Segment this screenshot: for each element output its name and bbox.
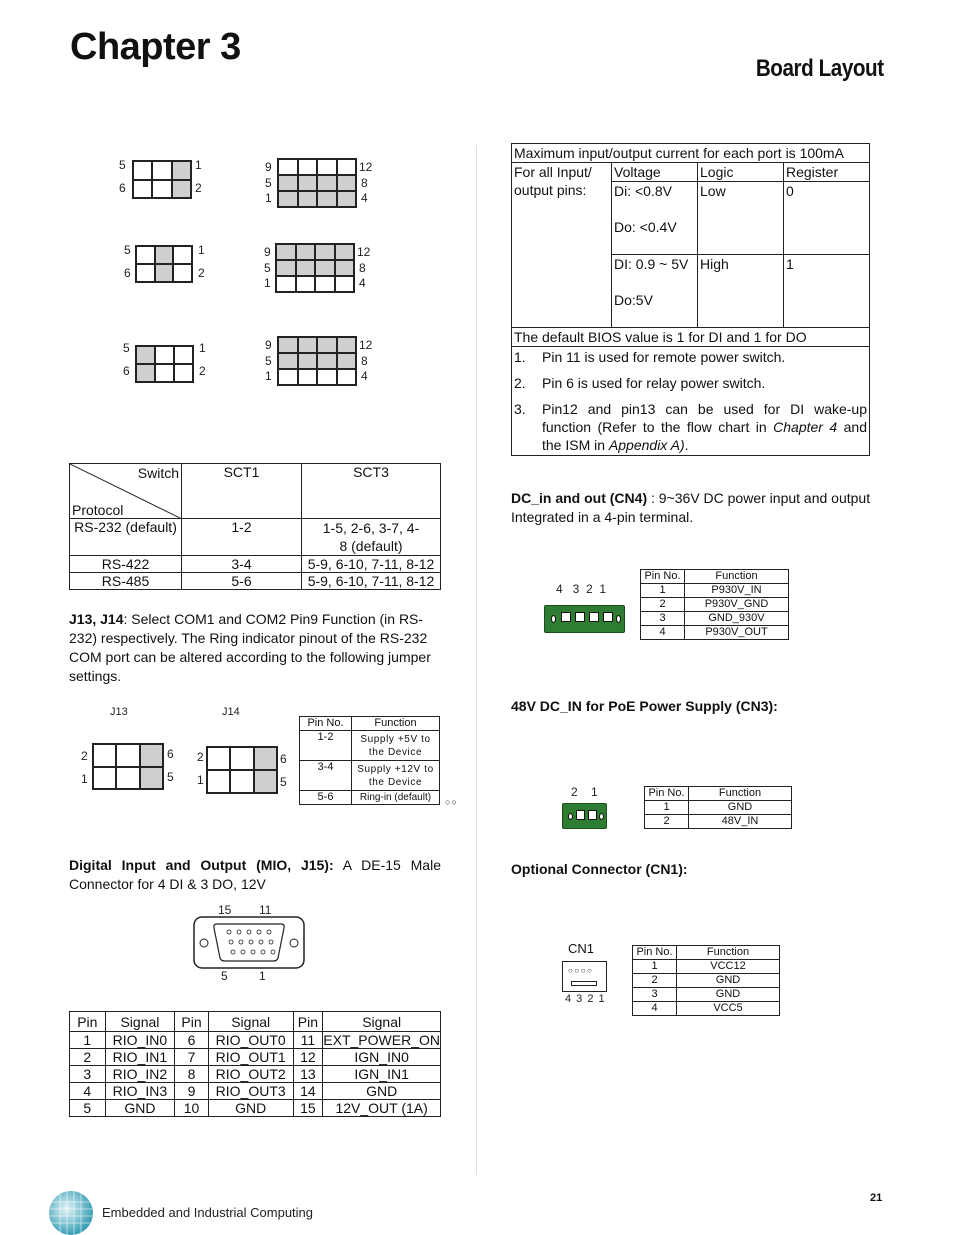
table-row [645, 815, 792, 829]
table-cell: RIO_OUT2 [208, 1066, 293, 1083]
cn1-pin-labels: 4 3 2 1 [565, 993, 606, 1005]
io-spec-table [511, 143, 870, 456]
table-cell: 3 [70, 1066, 106, 1083]
column-header: Pin No. [641, 570, 685, 584]
table-row [641, 598, 789, 612]
table-row [70, 573, 441, 590]
dio-signal-table [69, 1011, 441, 1117]
table-cell: GND_930V [685, 612, 789, 626]
column-header: Function [689, 787, 792, 801]
cn4-pin-table [640, 569, 789, 640]
table-row [633, 1002, 780, 1016]
table-cell: 5-6 [182, 573, 302, 590]
table-cell: 13 [293, 1066, 323, 1083]
table-cell: 15 [293, 1100, 323, 1117]
sct1-jumper-3-4 [135, 245, 193, 283]
table-cell: GND [323, 1083, 441, 1100]
table-cell: RS-422 [70, 556, 182, 573]
table-cell: 1 [641, 584, 685, 598]
cn3-connector-icon [562, 803, 607, 829]
open-pins-icon: ○○ [445, 797, 458, 807]
table-cell: GND [208, 1100, 293, 1117]
table-row [645, 801, 792, 815]
pin-label: 9 [265, 160, 272, 174]
connector-key [571, 981, 597, 986]
table-cell: 5-9, 6-10, 7-11, 8-12 [302, 556, 441, 573]
table-cell: IGN_IN0 [323, 1049, 441, 1066]
table-cell: High [698, 255, 784, 328]
high-voltage-di: DI: 0.9 ~ 5V [614, 256, 689, 272]
j13-j14-description [69, 610, 441, 686]
io-all-pins: For all Input/ output pins: [512, 163, 612, 328]
table-cell: Supply +5V to the Device [352, 731, 440, 761]
j13-label: J13 [110, 706, 128, 718]
table-cell: 2 [645, 815, 689, 829]
column-header: Pin [70, 1012, 106, 1032]
table-cell: RIO_IN1 [105, 1049, 175, 1066]
table-cell: 1 [70, 1032, 106, 1049]
cn4-pin-labels: 4 3 2 1 [556, 582, 607, 596]
pin-2 [575, 612, 585, 622]
cn3-pin-table [644, 786, 792, 829]
table-row [70, 1066, 441, 1083]
pin-3 [589, 612, 599, 622]
column-header: Function [677, 946, 780, 960]
pin-label: 4 [361, 191, 368, 205]
pin-label: 9 [265, 338, 272, 352]
table-cell [612, 182, 698, 255]
cn1-title: Optional Connector (CN1): [511, 861, 688, 877]
pin-label: 1 [195, 158, 202, 172]
cn4-text: : 9~36V DC power input and output Integrated in a 4-pin terminal. [511, 490, 871, 525]
list-item [514, 374, 867, 392]
table-cell: 4 [70, 1083, 106, 1100]
table-cell: P930V_GND [685, 598, 789, 612]
pin-label: 5 [265, 354, 272, 368]
pin-label: 1 [264, 276, 271, 290]
appendix-reference: Appendix A) [608, 437, 685, 453]
table-row [70, 556, 441, 573]
table-cell: GND [689, 801, 792, 815]
table-cell: 5-6 [300, 791, 352, 805]
table-row [70, 519, 441, 556]
io-notes [512, 347, 870, 456]
table-cell: P930V_OUT [685, 626, 789, 640]
table-cell: 1-5, 2-6, 3-7, 4-8 (default) [302, 519, 441, 556]
sct3-jumper-rs422 [275, 243, 355, 293]
column-header: Pin No. [645, 787, 689, 801]
table-cell: RIO_OUT3 [208, 1083, 293, 1100]
cn3-pin-labels: 2 1 [571, 785, 598, 799]
table-cell: Supply +12V to the Device [352, 761, 440, 791]
digital-io-text: A DE-15 Male Connector for 4 DI & 3 DO, 12V [69, 857, 441, 892]
cn1-connector-icon [562, 961, 607, 992]
column-header: Pin No. [300, 717, 352, 731]
table-cell: Ring-in (default) [352, 791, 440, 805]
table-row [300, 791, 440, 805]
column-header: Register [784, 163, 870, 182]
note-number: 3. [514, 401, 526, 417]
pin-label: 1 [199, 341, 206, 355]
low-voltage-do: Do: <0.4V [614, 219, 677, 235]
cn4-description [511, 489, 886, 527]
pin-2 [588, 810, 597, 820]
table-cell: 48V_IN [689, 815, 792, 829]
table-cell: P930V_IN [685, 584, 789, 598]
table-row [641, 626, 789, 640]
pin-label: 12 [359, 160, 373, 174]
table-cell: 12V_OUT (1A) [323, 1100, 441, 1117]
sct1-jumper-1-2 [132, 160, 192, 199]
pin-label: 6 [123, 364, 130, 378]
table-cell [612, 255, 698, 328]
table-cell: RIO_IN3 [105, 1083, 175, 1100]
corner-top-label: Switch [137, 465, 179, 481]
column-header: SCT1 [182, 464, 302, 519]
pin-label: 5 [124, 243, 131, 257]
pin-label: 11 [259, 903, 272, 917]
digital-io-title: Digital Input and Output (MIO, J15): [69, 857, 334, 873]
section-title: Board Layout [756, 55, 884, 82]
j13-j14-text: : Select COM1 and COM2 Pin9 Function (in RS-232) respectively. The Ring indicator pinout of the RS-232 COM port can be altered according to the following jumper settings. [69, 611, 431, 684]
column-header: Pin [175, 1012, 209, 1032]
pin-label: 1 [81, 772, 88, 786]
table-cell: 0 [784, 182, 870, 255]
table-cell: RIO_OUT0 [208, 1032, 293, 1049]
note-number: 2. [514, 375, 526, 391]
table-row [70, 1100, 441, 1117]
column-header: SCT3 [302, 464, 441, 519]
table-cell: 5 [70, 1100, 106, 1117]
table-cell: GND [677, 974, 780, 988]
table-cell: VCC12 [677, 960, 780, 974]
pin-label: 12 [357, 245, 371, 259]
pin-label: 2 [195, 181, 202, 195]
protocol-table [69, 463, 441, 590]
column-divider [476, 145, 477, 1175]
table-cell: 7 [175, 1049, 209, 1066]
note-number: 1. [514, 349, 526, 365]
chapter-title: Chapter 3 [70, 26, 241, 68]
io-max-current: Maximum input/output current for each port is 100mA [512, 144, 870, 163]
j13-j14-function-table [299, 716, 440, 805]
pin-label: 2 [197, 750, 204, 764]
table-cell: 3 [633, 988, 677, 1002]
table-cell: RS-232 (default) [70, 519, 182, 556]
note-text-part: Pin12 and pin13 can be used for DI wake-up function (Refer to the flow chart in [542, 401, 867, 435]
table-cell: 2 [633, 974, 677, 988]
bios-default: The default BIOS value is 1 for DI and 1 for DO [512, 328, 870, 347]
table-row [633, 960, 780, 974]
pin-label: 5 [265, 176, 272, 190]
pin-label: 6 [119, 181, 126, 195]
pin-label: 1 [265, 191, 272, 205]
table-cell: 10 [175, 1100, 209, 1117]
table-cell: 6 [175, 1032, 209, 1049]
note-text: Pin 6 is used for relay power switch. [542, 375, 766, 391]
table-cell: Low [698, 182, 784, 255]
pin-label: 8 [361, 354, 368, 368]
pin-label: 5 [123, 341, 130, 355]
cn1-description [511, 860, 688, 879]
table-cell: RS-485 [70, 573, 182, 590]
pin-label: 6 [280, 752, 287, 766]
de15-connector-icon [193, 916, 305, 969]
column-header: Signal [208, 1012, 293, 1032]
table-cell: 12 [293, 1049, 323, 1066]
table-row [300, 731, 440, 761]
high-voltage-do: Do:5V [614, 292, 653, 308]
list-item [514, 400, 867, 454]
table-cell: 14 [293, 1083, 323, 1100]
j13-jumper [92, 743, 164, 790]
note-text: Pin 11 is used for remote power switch. [542, 349, 786, 365]
column-header: Voltage [612, 163, 698, 182]
pin-1 [561, 612, 571, 622]
pin-label: 1 [265, 369, 272, 383]
pin-label: 6 [124, 266, 131, 280]
pin-label: 8 [361, 176, 368, 190]
table-cell: 1-2 [182, 519, 302, 556]
table-cell: 3 [641, 612, 685, 626]
pin-label: 4 [359, 276, 366, 290]
table-cell: 2 [70, 1049, 106, 1066]
table-row [70, 1032, 441, 1049]
mount-hole [616, 615, 621, 623]
corner-bottom-label: Protocol [72, 502, 124, 518]
table-cell: RIO_IN2 [105, 1066, 175, 1083]
digital-io-description [69, 856, 441, 894]
table-cell: RIO_OUT1 [208, 1049, 293, 1066]
column-header: Function [352, 717, 440, 731]
table-cell: IGN_IN1 [323, 1066, 441, 1083]
note-text-part: and the ISM in [542, 419, 867, 453]
pin-label: 15 [218, 903, 232, 917]
list-item [514, 348, 867, 366]
table-row [633, 988, 780, 1002]
cn4-title: DC_in and out (CN4) [511, 490, 648, 506]
protocol-corner-cell [70, 464, 182, 519]
column-header: Pin No. [633, 946, 677, 960]
note-text [542, 400, 867, 454]
column-header: Function [685, 570, 789, 584]
low-voltage-di: Di: <0.8V [614, 183, 672, 199]
cn1-label: CN1 [568, 941, 595, 956]
pin-label: 5 [119, 158, 126, 172]
table-cell: 11 [293, 1032, 323, 1049]
pin-label: 9 [264, 245, 271, 259]
table-cell: VCC5 [677, 1002, 780, 1016]
column-header: Pin [293, 1012, 323, 1032]
note-text-part: . [684, 437, 689, 453]
table-cell: RIO_IN0 [105, 1032, 175, 1049]
footer-company: Embedded and Industrial Computing [102, 1205, 314, 1220]
table-cell: 1 [784, 255, 870, 328]
j14-label: J14 [222, 706, 240, 718]
pin-label: 4 [361, 369, 368, 383]
pin-label: 1 [259, 969, 266, 983]
j13-j14-title: J13, J14 [69, 611, 124, 627]
table-cell: EXT_POWER_ON [323, 1032, 440, 1048]
column-header: Signal [105, 1012, 175, 1032]
table-cell: 4 [633, 1002, 677, 1016]
column-header: Logic [698, 163, 784, 182]
pin-1 [576, 810, 585, 820]
pin-4 [603, 612, 613, 622]
table-row [641, 584, 789, 598]
cn3-description [511, 697, 778, 716]
table-row [300, 761, 440, 791]
page-number: 21 [870, 1192, 883, 1204]
company-logo-icon [48, 1190, 94, 1235]
mount-hole [551, 615, 556, 623]
pin-label: 2 [199, 364, 206, 378]
pin-holes: ○○○○ [568, 966, 594, 975]
cn3-title: 48V DC_IN for PoE Power Supply (CN3): [511, 698, 778, 714]
table-row [70, 1049, 441, 1066]
table-cell: GND [105, 1100, 175, 1117]
table-row [70, 1083, 441, 1100]
chapter-reference: Chapter 4 [773, 419, 838, 435]
pin-label: 5 [167, 770, 174, 784]
sct1-jumper-5-6 [135, 345, 194, 383]
pin-label: 1 [197, 773, 204, 787]
j14-jumper [206, 746, 278, 794]
table-cell: 9 [175, 1083, 209, 1100]
table-row [633, 974, 780, 988]
table-cell: 1 [633, 960, 677, 974]
pin-label: 12 [359, 338, 373, 352]
table-cell: 1-2 [300, 731, 352, 761]
column-header: Signal [323, 1012, 441, 1032]
sct3-jumper-rs485 [277, 336, 357, 386]
cn4-connector-icon [544, 605, 625, 633]
mount-hole [599, 813, 604, 820]
pin-label: 5 [264, 261, 271, 275]
cn1-pin-table [632, 945, 780, 1016]
pin-label: 8 [359, 261, 366, 275]
mount-hole [568, 813, 573, 820]
table-cell: 8 [175, 1066, 209, 1083]
table-cell: 4 [641, 626, 685, 640]
pin-label: 5 [280, 775, 287, 789]
pin-label: 6 [167, 747, 174, 761]
pin-label: 2 [81, 749, 88, 763]
sct3-jumper-default [277, 158, 357, 208]
pin-label: 5 [221, 969, 228, 983]
table-cell: 2 [641, 598, 685, 612]
pin-label: 1 [198, 243, 205, 257]
table-cell: 1 [645, 801, 689, 815]
table-cell: 3-4 [182, 556, 302, 573]
table-row [641, 612, 789, 626]
table-cell: GND [677, 988, 780, 1002]
pin-label: 2 [198, 266, 205, 280]
table-cell: 3-4 [300, 761, 352, 791]
table-cell: 5-9, 6-10, 7-11, 8-12 [302, 573, 441, 590]
